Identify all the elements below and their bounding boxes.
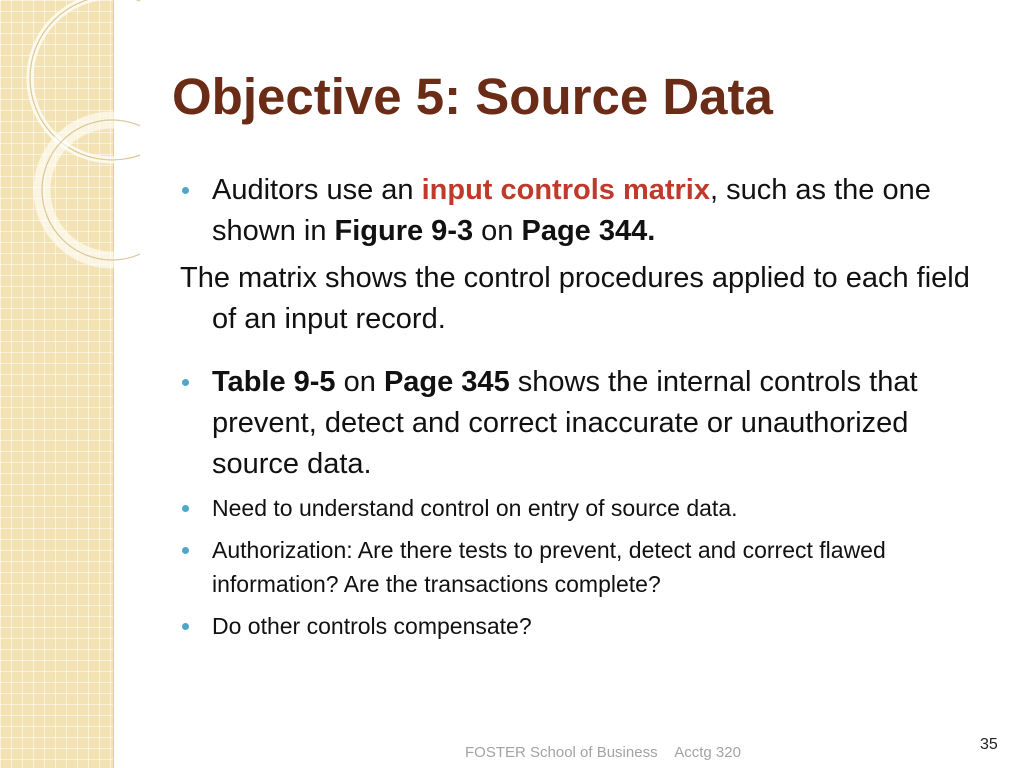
bullet-text: on <box>335 366 384 398</box>
body-paragraph: The matrix shows the control procedures applied to each field of an input record. <box>180 262 970 335</box>
footer-school: FOSTER School of Business <box>465 744 658 761</box>
bullet-dot-icon <box>182 623 189 630</box>
bullet-text: on <box>473 215 522 247</box>
bullet-item <box>180 362 990 485</box>
slide-title: Objective 5: Source Data <box>172 68 773 125</box>
slide-footer <box>465 744 741 761</box>
footer-course: Acctg 320 <box>674 744 741 761</box>
bullet-item <box>180 609 990 643</box>
bullet-item <box>180 170 990 252</box>
table-reference: Table 9-5 <box>212 366 336 398</box>
bullet-text: Authorization: Are there tests to prevent, detect and correct flawed information? Are the transactions complete? <box>212 537 886 597</box>
highlighted-term: input controls matrix <box>421 174 710 206</box>
page-reference: Page 345 <box>383 366 510 398</box>
bullet-dot-icon <box>182 187 189 194</box>
bullet-dot-icon <box>182 505 189 512</box>
bullet-dot-icon <box>182 379 189 386</box>
bullet-dot-icon <box>182 547 189 554</box>
slide-number: 35 <box>980 736 998 753</box>
bullet-text: shows the internal controls that prevent, detect and correct inaccurate or unauthorized source data. <box>212 366 918 480</box>
figure-reference: Figure 9-3 <box>334 215 474 247</box>
bullet-item <box>180 533 990 601</box>
bullet-text: Do other controls compensate? <box>212 613 532 639</box>
bullet-text: Auditors use an <box>212 174 422 206</box>
bullet-text: Need to understand control on entry of source data. <box>212 495 738 521</box>
page-reference: Page 344. <box>521 215 656 247</box>
bullet-item <box>180 491 990 525</box>
slide-body <box>180 170 990 643</box>
decorative-rings <box>0 0 140 300</box>
bullet-text: , such as the one shown in <box>212 174 931 247</box>
